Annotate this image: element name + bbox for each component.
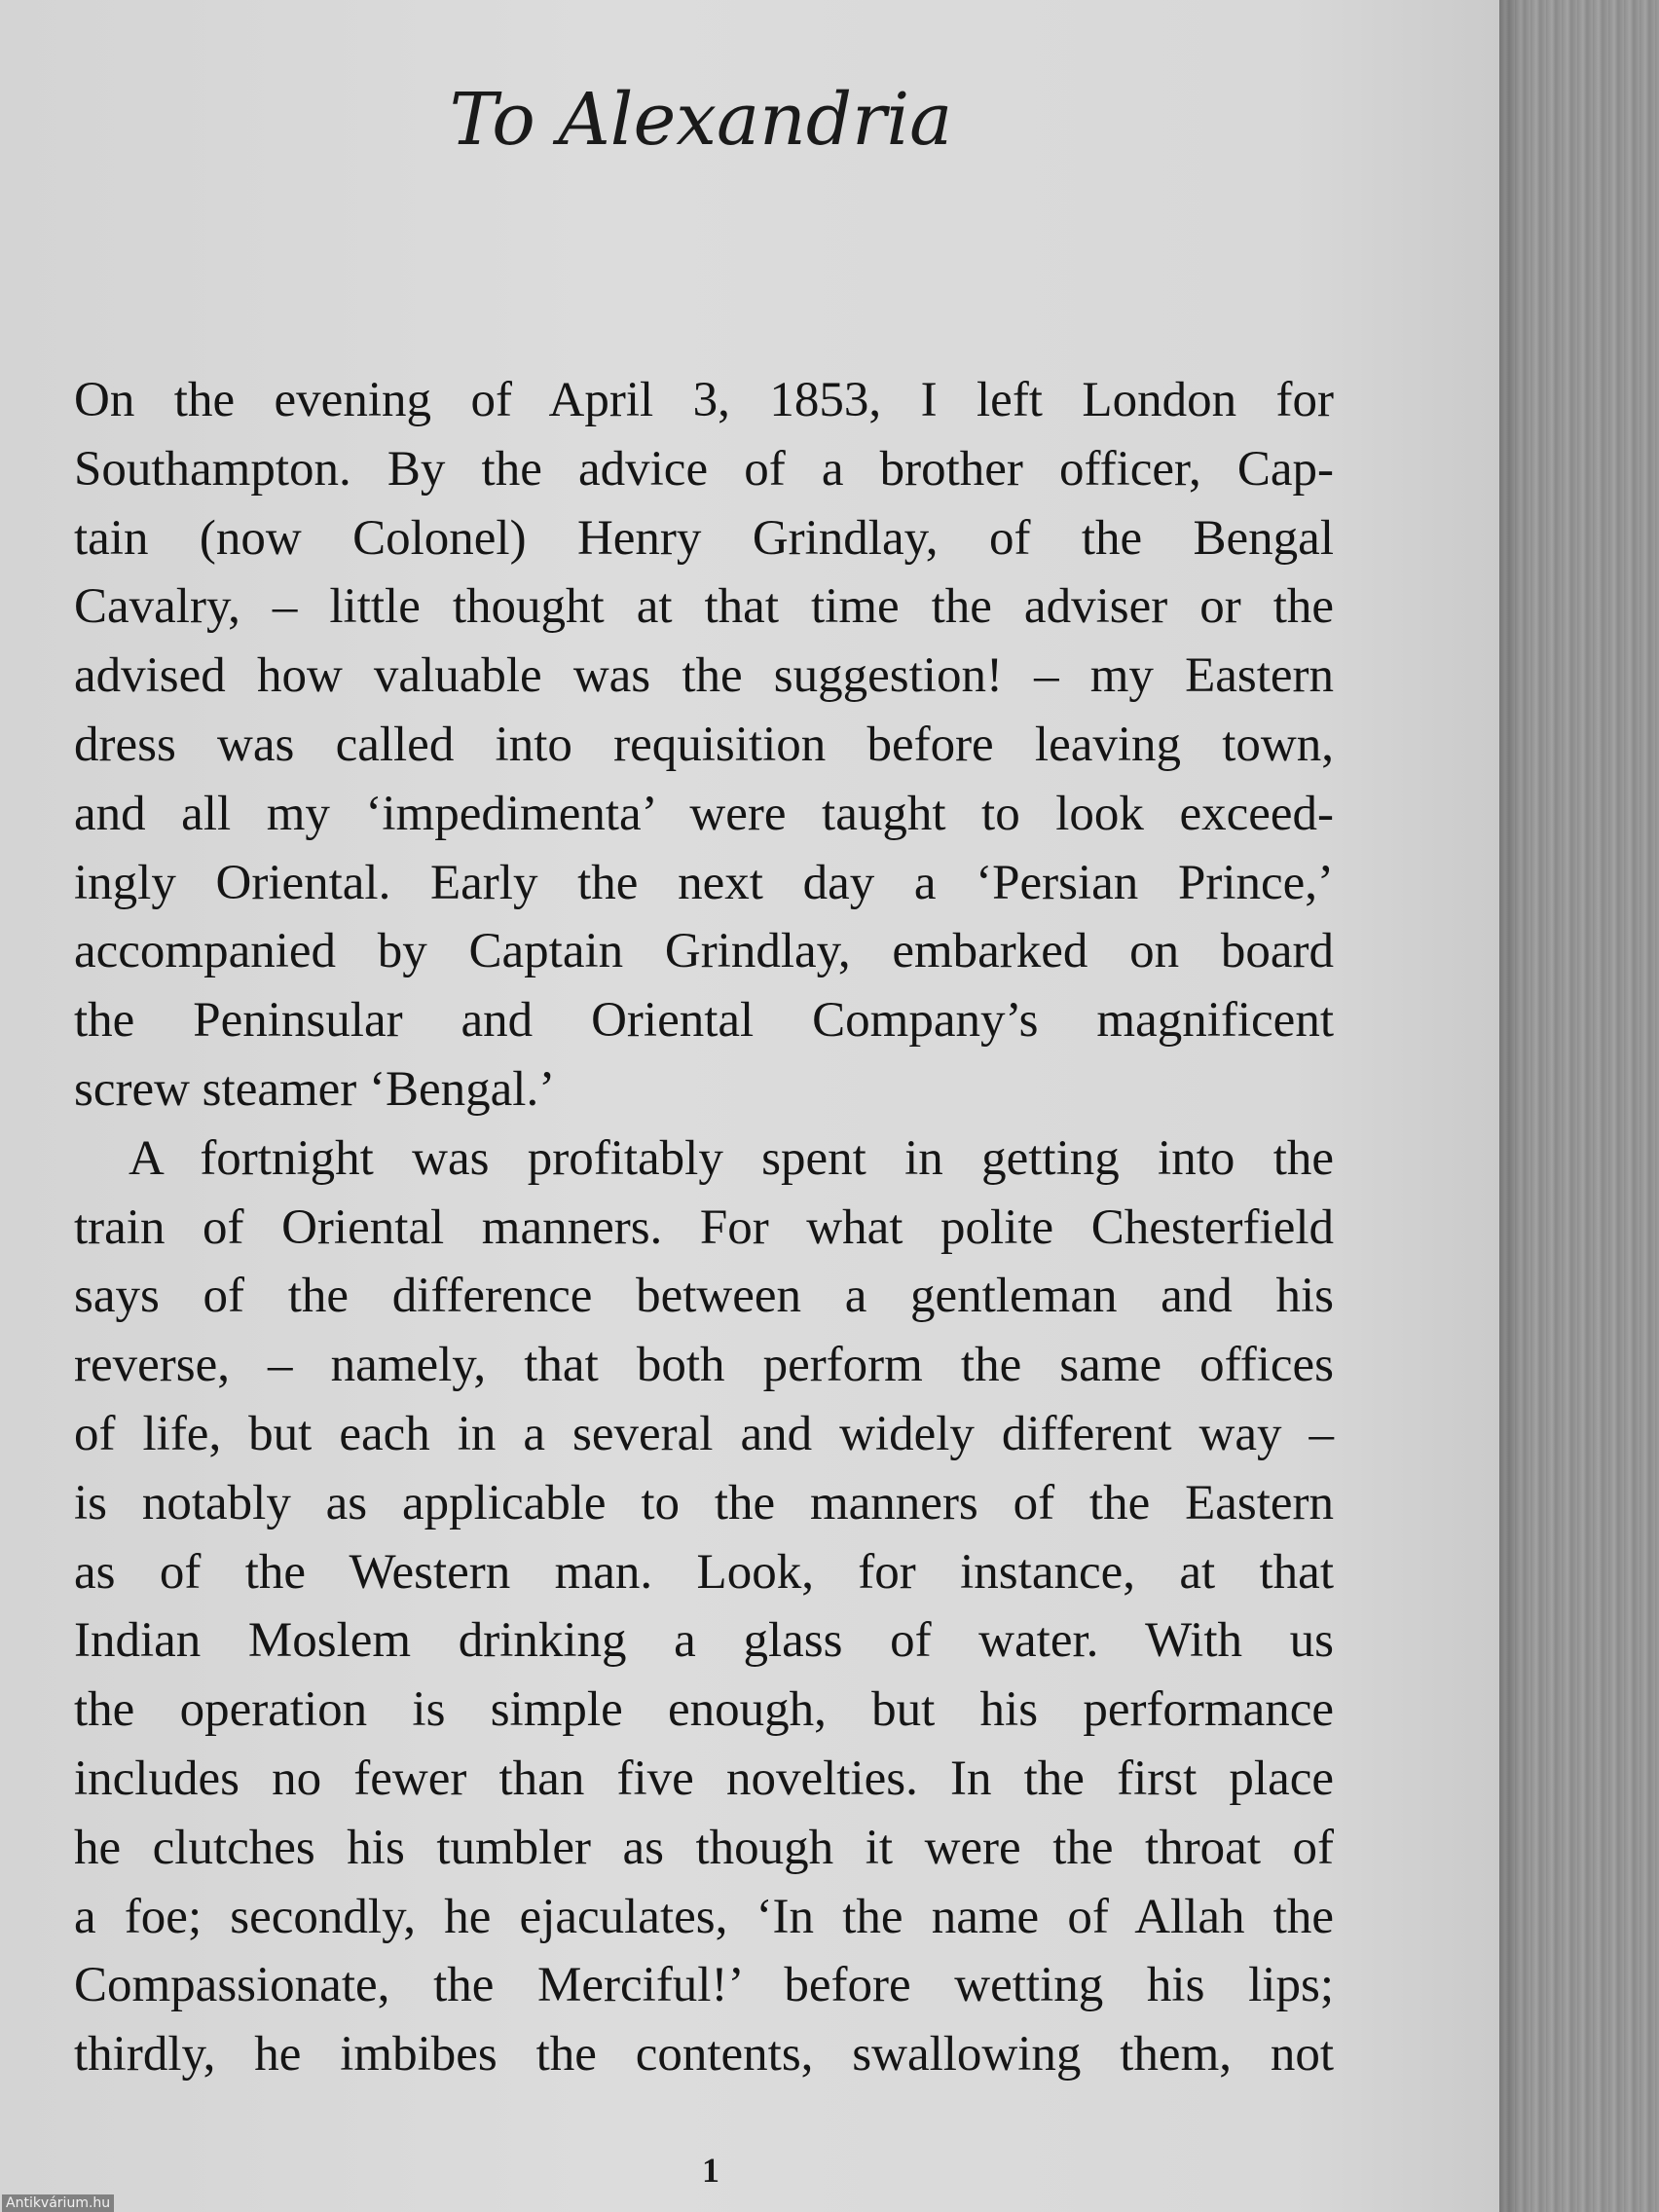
text-line: and all my ‘impedimenta’ were taught to look exceed- <box>74 786 1334 841</box>
body-text <box>74 366 1334 2089</box>
text-line: says of the difference between a gentleman and his <box>74 1269 1334 1324</box>
text-line: tain (now Colonel) Henry Grindlay, of the Bengal <box>74 510 1334 566</box>
paragraph-1 <box>74 366 1334 1124</box>
text-line: accompanied by Captain Grindlay, embarked on board <box>74 924 1334 979</box>
text-line: thirdly, he imbibes the contents, swallowing them, not <box>74 2027 1334 2083</box>
text-line: as of the Western man. Look, for instance, at that <box>74 1544 1334 1600</box>
paragraph-2 <box>74 1124 1334 2089</box>
gutter-shadow <box>1499 0 1527 2212</box>
text-line: ingly Oriental. Early the next day a ‘Persian Prince,’ <box>74 855 1334 910</box>
text-line: Indian Moslem drinking a glass of water. With us <box>74 1613 1334 1669</box>
text-line: On the evening of April 3, 1853, I left London for <box>74 373 1334 427</box>
text-line: A fortnight was profitably spent in getting into the <box>129 1130 1334 1186</box>
watermark: Antikvárium.hu <box>2 2194 114 2212</box>
text-line: screw steamer ‘Bengal.’ <box>74 1061 556 1117</box>
text-line: is notably as applicable to the manners of the Eastern <box>74 1475 1334 1530</box>
text-line: Southampton. By the advice of a brother officer, Cap- <box>74 441 1334 497</box>
text-line: Cavalry, – little thought at that time the adviser or the <box>74 579 1334 635</box>
text-line: train of Oriental manners. For what polite Chesterfield <box>74 1199 1334 1255</box>
text-line: the operation is simple enough, but his performance <box>74 1682 1334 1738</box>
text-line: he clutches his tumbler as though it were the throat of <box>74 1820 1334 1875</box>
chapter-title: To Alexandria <box>449 78 953 162</box>
text-line: includes no fewer than five novelties. In the first place <box>74 1751 1334 1806</box>
text-line: dress was called into requisition before leaving town, <box>74 717 1334 772</box>
text-line: the Peninsular and Oriental Company’s magnificent <box>74 993 1334 1049</box>
text-line: advised how valuable was the suggestion! – my Eastern <box>74 648 1334 704</box>
text-line: reverse, – namely, that both perform the same offices <box>74 1338 1334 1393</box>
text-line: a foe; secondly, he ejaculates, ‘In the name of Allah the <box>74 1889 1334 1944</box>
text-line: of life, but each in a several and widely different way – <box>74 1406 1334 1461</box>
page-number: 1 <box>702 2151 719 2190</box>
text-line: Compassionate, the Merciful!’ before wetting his lips; <box>74 1958 1334 2013</box>
